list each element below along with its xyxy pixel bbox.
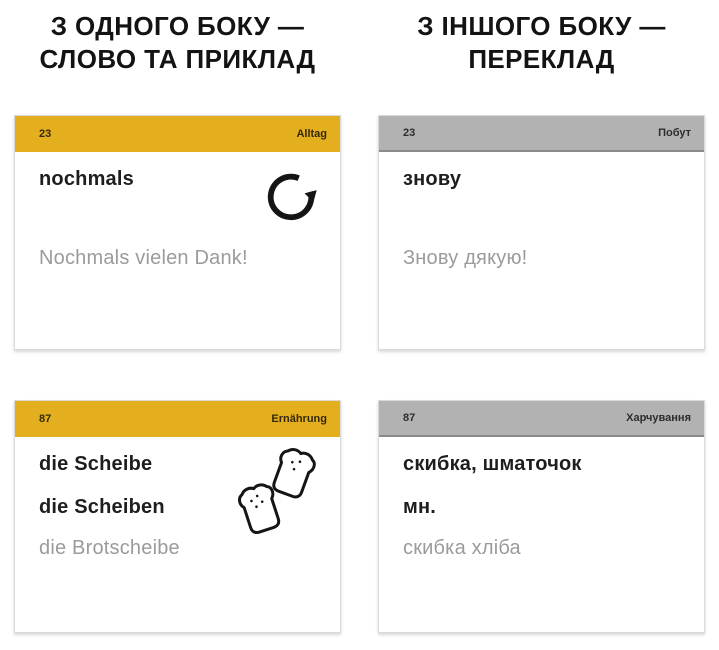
card-word-plural: мн. xyxy=(403,496,437,518)
card-header xyxy=(15,401,340,437)
card-number: 23 xyxy=(403,127,416,139)
card-header xyxy=(15,116,340,152)
bread-slices-icon xyxy=(238,447,330,551)
card-example: скибка хліба xyxy=(403,537,521,559)
card-word: die Scheibe xyxy=(39,453,153,475)
card-body xyxy=(379,437,704,560)
card-body xyxy=(15,152,340,270)
card-number: 87 xyxy=(403,412,416,424)
flashcard-back-znovu[interactable] xyxy=(378,115,705,350)
back-heading-line2: ПЕРЕКЛАД xyxy=(468,44,615,74)
card-word: nochmals xyxy=(39,168,134,190)
card-word-plural: die Scheiben xyxy=(39,496,165,518)
back-heading-line1: З ІНШОГО БОКУ — xyxy=(417,11,666,41)
flashcard-back-skybka[interactable] xyxy=(378,400,705,633)
front-heading-line2: СЛОВО ТА ПРИКЛАД xyxy=(39,44,316,74)
card-header xyxy=(379,116,704,152)
flashcard-front-die-scheibe[interactable] xyxy=(14,400,341,633)
card-example: die Brotscheibe xyxy=(39,537,180,559)
column-headings xyxy=(14,10,705,76)
card-category: Ernährung xyxy=(271,413,327,425)
back-column-heading xyxy=(378,10,705,76)
rotate-clockwise-icon[interactable] xyxy=(262,166,320,224)
card-word: скибка, шматочок xyxy=(403,453,582,475)
card-example: Знову дякую! xyxy=(403,247,528,269)
card-number: 23 xyxy=(39,128,52,140)
card-example: Nochmals vielen Dank! xyxy=(39,247,248,269)
card-number: 87 xyxy=(39,413,52,425)
card-body xyxy=(15,437,340,560)
flashcard-front-nochmals[interactable] xyxy=(14,115,341,350)
card-body xyxy=(379,152,704,270)
card-category: Alltag xyxy=(296,128,327,140)
card-category: Побут xyxy=(658,127,691,139)
card-category: Харчування xyxy=(626,412,691,424)
front-heading-line1: З ОДНОГО БОКУ — xyxy=(50,11,305,41)
card-word: знову xyxy=(403,168,462,190)
front-column-heading xyxy=(14,10,341,76)
card-header xyxy=(379,401,704,437)
